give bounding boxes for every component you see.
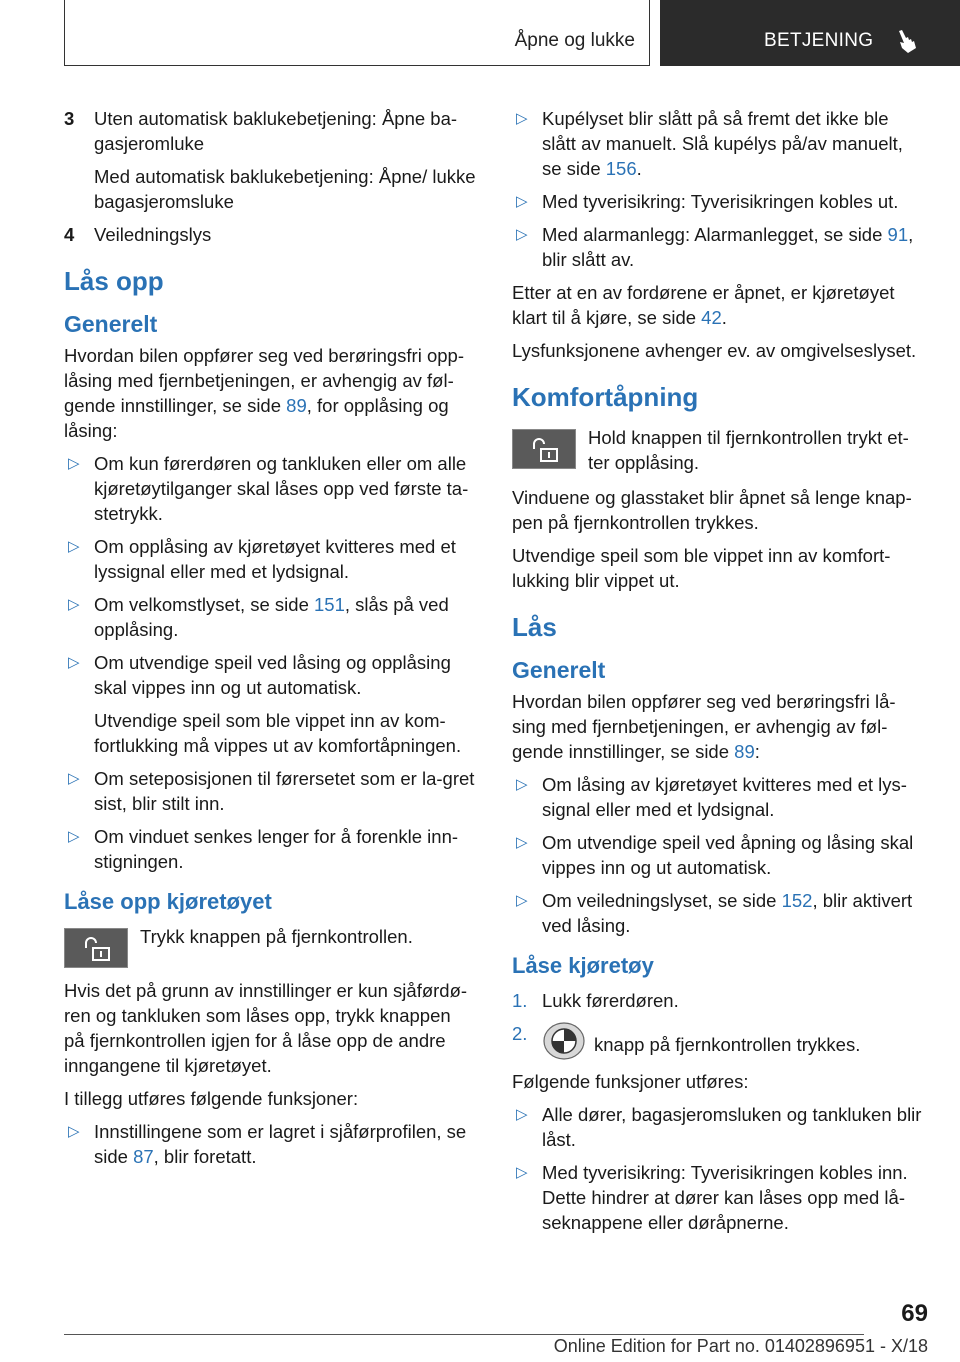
- triangle-bullet-icon: ▷: [516, 110, 528, 127]
- footer-edition: Online Edition for Part no. 01402896951 - X/18: [553, 1336, 928, 1356]
- list-item: ▷ Om utvendige speil ved åpning og låsing skal vippes inn og ut automatisk.: [512, 830, 924, 880]
- unlock-icon: [83, 936, 111, 962]
- list-item: ▷ Innstillingene som er lagret i sjåførprofilen, se side 87, blir foretatt.: [64, 1119, 476, 1169]
- list-item: ▷ Om seteposisjonen til førersetet som er la-gret sist, blir stilt inn.: [64, 766, 476, 816]
- heading-generelt: Generelt: [64, 311, 158, 337]
- unlock-key-text: Trykk knappen på fjernkontrollen.: [140, 926, 413, 947]
- triangle-bullet-icon: ▷: [68, 1123, 80, 1140]
- list-item: ▷ Om låsing av kjøretøyet kvitteres med et lys-signal eller med et lydsignal.: [512, 772, 924, 822]
- page-link[interactable]: 156: [605, 158, 637, 179]
- list-item: ▷ Kupélyset blir slått på så fremt det ikke ble slått av manuelt. Slå kupélys på/av manuelt, se side 156.: [512, 106, 924, 181]
- heading-komfortapning: Komfortåpning: [512, 382, 699, 412]
- heading-lase-kjoretoy: Låse kjøretøy: [512, 953, 654, 978]
- heading-lase-opp-kjoretoyet: Låse opp kjøretøyet: [64, 889, 272, 914]
- triangle-bullet-icon: ▷: [516, 834, 528, 851]
- list-item: ▷ Om utvendige speil ved låsing og opplåsing skal vippes inn og ut automatisk. Utvendige speil som ble vippet inn av kom-fortlukking må vippes ut av komfortåpningen.: [64, 650, 476, 758]
- heading-las-opp: Lås opp: [64, 266, 164, 296]
- triangle-bullet-icon: ▷: [516, 776, 528, 793]
- page-number: 69: [901, 1300, 928, 1327]
- list-item: ▷ Alle dører, bagasjeromsluken og tankluken blir låst.: [512, 1102, 924, 1152]
- heading-generelt: Generelt: [512, 657, 606, 683]
- list-item: ▷ Med alarmanlegg: Alarmanlegget, se side 91, blir slått av.: [512, 222, 924, 272]
- list-item: ▷ Om velkomstlyset, se side 151, slås på ved opplåsing.: [64, 592, 476, 642]
- list-item-3: 3 Uten automatisk baklukebetjening: Åpne ba-gasjeromluke: [64, 108, 458, 154]
- page-link[interactable]: 91: [887, 224, 909, 245]
- generelt-paragraph: Hvordan bilen oppfører seg ved berøringsfri lå-sing med fjernbetjeningen, er avhengig av føl-gende innstillinger, se side 89:: [512, 691, 896, 762]
- triangle-bullet-icon: ▷: [516, 193, 528, 210]
- right-column: [512, 106, 924, 1243]
- page-link[interactable]: 89: [734, 741, 755, 762]
- list-item: ▷ Om opplåsing av kjøretøyet kvitteres med et lyssignal eller med et lydsignal.: [64, 534, 476, 584]
- komfort-key-text: Hold knappen til fjernkontrollen trykt et-ter opplåsing.: [588, 427, 909, 473]
- triangle-bullet-icon: ▷: [68, 770, 80, 787]
- triangle-bullet-icon: ▷: [516, 1106, 528, 1123]
- page-link[interactable]: 152: [781, 890, 813, 911]
- unlock-key-button: [512, 429, 576, 469]
- unlock-key-row: [64, 924, 476, 968]
- folgende-paragraph: Følgende funksjoner utføres:: [512, 1071, 749, 1092]
- lys-paragraph: Lysfunksjonene avhenger ev. av omgivelseslyset.: [512, 340, 917, 361]
- triangle-bullet-icon: ▷: [516, 226, 528, 243]
- page-link[interactable]: 42: [701, 307, 722, 328]
- speil-paragraph: Utvendige speil som ble vippet inn av komfort-lukking blir vippet ut.: [512, 545, 891, 591]
- heading-las: Lås: [512, 612, 557, 642]
- list-item-4: 4 Veiledningslys: [64, 224, 212, 245]
- page-link[interactable]: 89: [286, 395, 307, 416]
- generelt-paragraph: Hvordan bilen oppfører seg ved berøringsfri opp-låsing med fjernbetjeningen, er avhengig av føl-gende innstillinger, se side 89, for opplåsing og låsing:: [64, 345, 464, 441]
- triangle-bullet-icon: ▷: [68, 455, 80, 472]
- pointing-hand-icon: [896, 26, 922, 54]
- header-title: Åpne og lukke: [514, 30, 635, 51]
- list-item: ▷ Om kun førerdøren og tankluken eller om alle kjøretøytilganger skal låses opp ved første ta-stetrykk.: [64, 451, 476, 526]
- triangle-bullet-icon: ▷: [68, 828, 80, 845]
- vinduene-paragraph: Vinduene og glasstaket blir åpnet så lenge knap-pen på fjernkontrollen trykkes.: [512, 487, 912, 533]
- triangle-bullet-icon: ▷: [68, 596, 80, 613]
- list-item-3-detail: Med automatisk baklukebetjening: Åpne/ lukke bagasjeromsluke: [94, 166, 476, 212]
- header-section-box: [660, 0, 960, 66]
- tillegg-paragraph: I tillegg utføres følgende funksjoner:: [64, 1088, 359, 1109]
- list-item: ▷ Om vinduet senkes lenger for å forenkle inn-stigningen.: [64, 824, 476, 874]
- list-item: ▷ Om veiledningslyset, se side 152, blir aktivert ved låsing.: [512, 888, 924, 938]
- bmw-logo-icon: [542, 1021, 586, 1061]
- list-item: ▷ Med tyverisikring: Tyverisikringen kobles ut.: [512, 189, 924, 214]
- hvis-paragraph: Hvis det på grunn av innstillinger er kun sjåførdø-ren og tankluken som låses opp, trykk knappen på fjernkontrollen igjen for å låse opp de andre inngangene til kjøretøyet.: [64, 980, 468, 1076]
- footer-divider: [64, 1334, 864, 1335]
- unlock-key-button: [64, 928, 128, 968]
- unlock-icon: [531, 437, 559, 463]
- etter-paragraph: Etter at en av fordørene er åpnet, er kjøretøyet klart til å kjøre, se side 42.: [512, 282, 895, 328]
- triangle-bullet-icon: ▷: [68, 654, 80, 671]
- header-title-box: [64, 0, 650, 66]
- page-link[interactable]: 87: [133, 1146, 154, 1167]
- list-item: ▷ Med tyverisikring: Tyverisikringen kobles inn. Dette hindrer at dører kan låses opp med lå-seknappene eller døråpnerne.: [512, 1160, 924, 1235]
- triangle-bullet-icon: ▷: [68, 538, 80, 555]
- triangle-bullet-icon: ▷: [516, 1164, 528, 1181]
- page-link[interactable]: 151: [314, 594, 345, 615]
- header-section: BETJENING: [764, 30, 874, 51]
- komfort-key-row: [512, 425, 924, 475]
- step-2: 2. knapp på fjernkontrollen trykkes.: [512, 1021, 924, 1061]
- triangle-bullet-icon: ▷: [516, 892, 528, 909]
- page-header: [64, 0, 960, 66]
- left-column: [64, 106, 476, 1177]
- step-1: 1. Lukk førerdøren.: [512, 990, 679, 1011]
